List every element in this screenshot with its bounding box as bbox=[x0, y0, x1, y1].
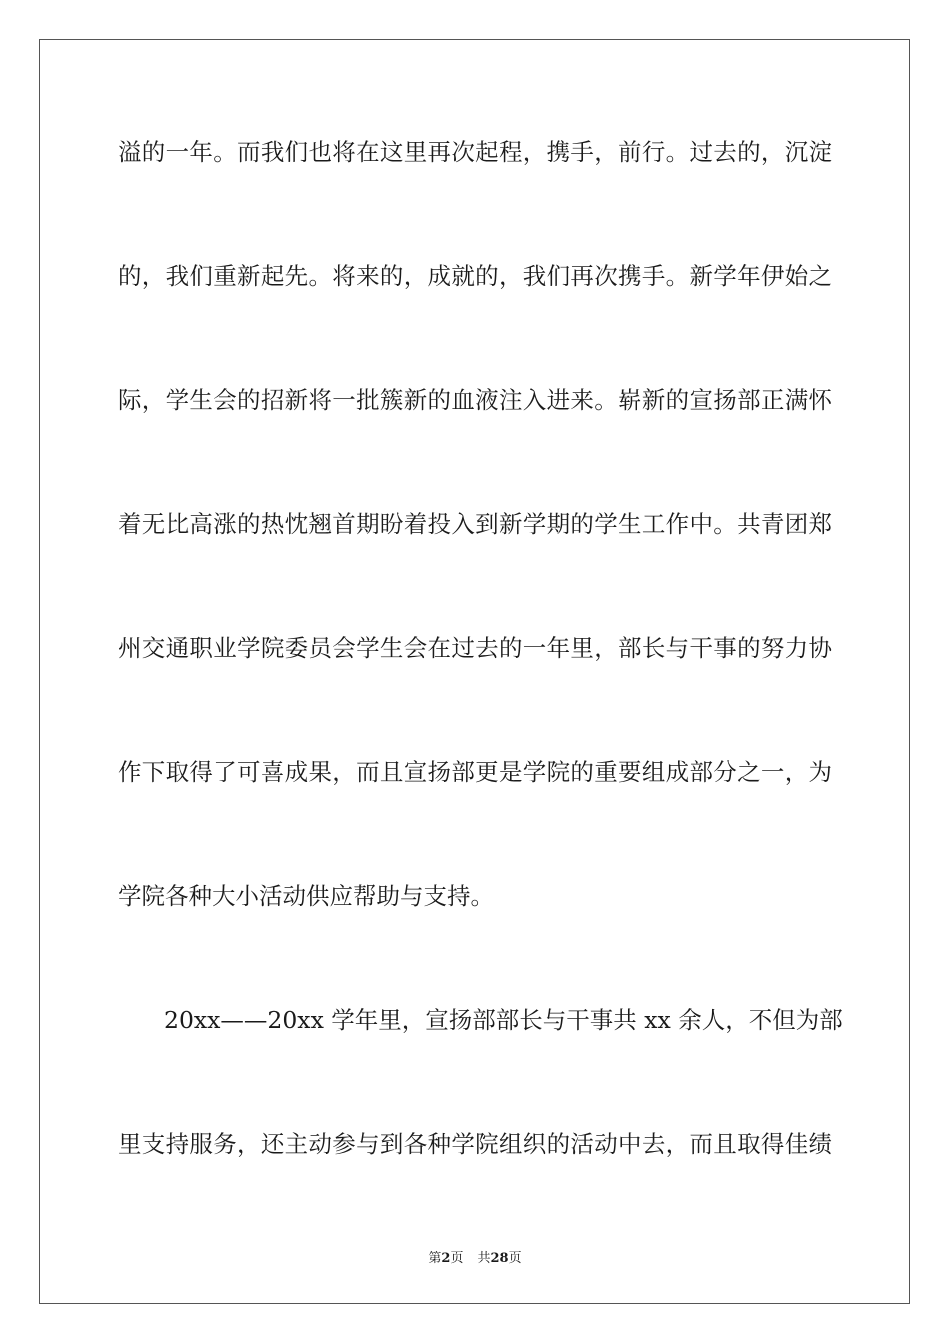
body-line-4: 着无比高涨的热忱翘首期盼着投入到新学期的学生工作中。共青团郑 bbox=[118, 510, 832, 538]
body-line-5: 州交通职业学院委员会学生会在过去的一年里，部长与干事的努力协 bbox=[118, 634, 832, 662]
body-line-2: 的，我们重新起先。将来的，成就的，我们再次携手。新学年伊始之 bbox=[118, 262, 832, 290]
body-line-9: 里支持服务，还主动参与到各种学院组织的活动中去，而且取得佳绩 bbox=[118, 1130, 832, 1158]
footer-total-pages: 28 bbox=[490, 1251, 509, 1266]
footer-total-prefix: 共 bbox=[477, 1251, 491, 1266]
page-border bbox=[39, 39, 910, 1304]
footer-page-prefix: 第 bbox=[428, 1251, 442, 1266]
footer-total-suffix: 页 bbox=[508, 1251, 522, 1266]
body-line-8-indented: 20xx——20xx 学年里，宣扬部部长与干事共 xx 余人，不但为部 bbox=[164, 1006, 843, 1034]
body-line-6: 作下取得了可喜成果，而且宣扬部更是学院的重要组成部分之一，为 bbox=[118, 758, 832, 786]
footer-page-number: 2 bbox=[441, 1251, 451, 1266]
body-line-1: 溢的一年。而我们也将在这里再次起程，携手，前行。过去的，沉淀 bbox=[118, 138, 832, 166]
footer-page-suffix: 页 bbox=[450, 1251, 464, 1266]
body-line-7: 学院各种大小活动供应帮助与支持。 bbox=[118, 882, 494, 910]
page-footer bbox=[0, 1247, 950, 1266]
body-line-3: 际，学生会的招新将一批簇新的血液注入进来。崭新的宣扬部正满怀 bbox=[118, 386, 832, 414]
